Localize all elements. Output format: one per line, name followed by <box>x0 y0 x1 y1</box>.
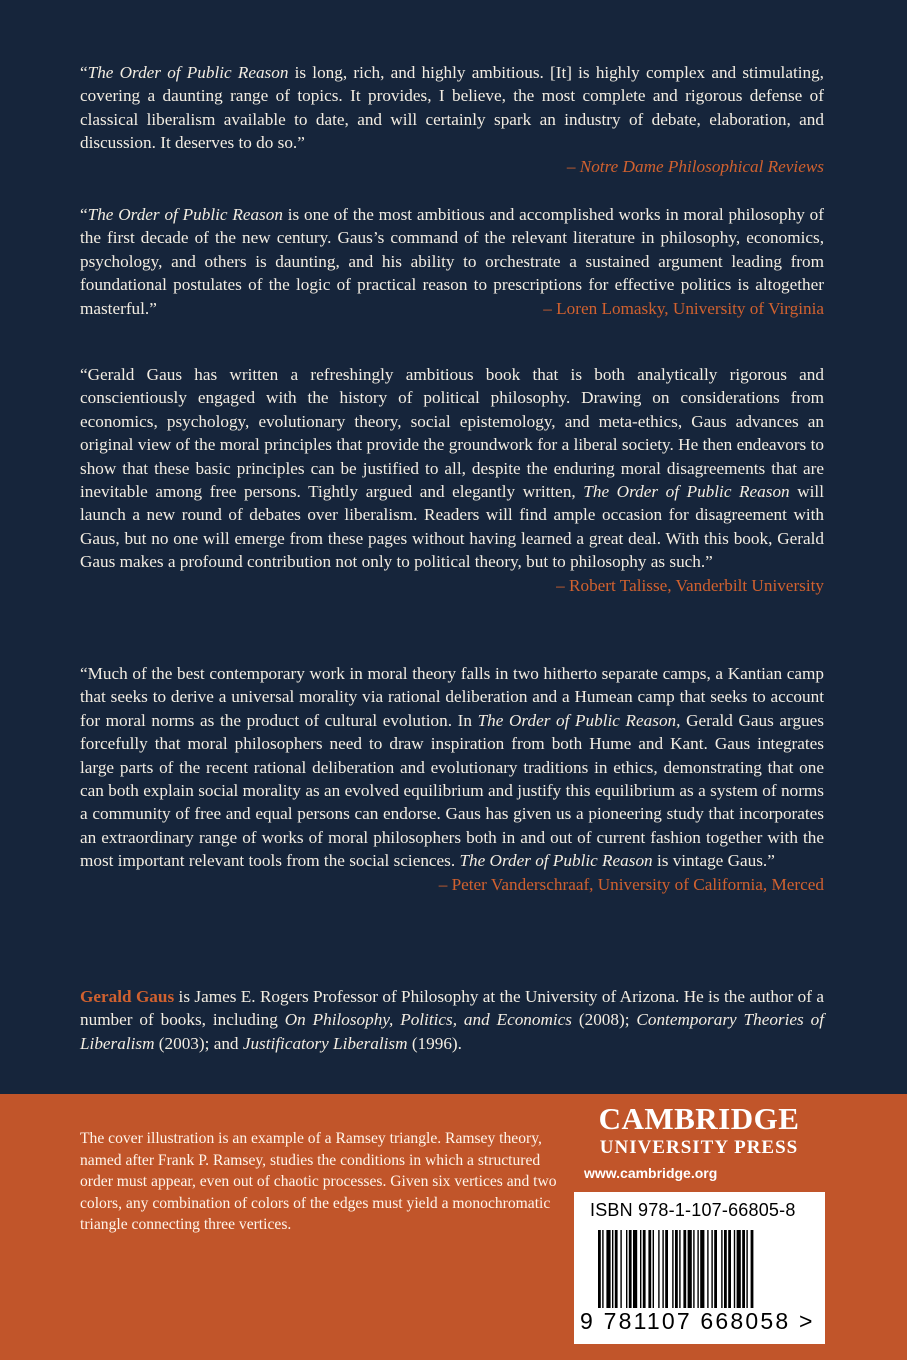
barcode-number: 9 781107 668058 > <box>580 1308 815 1334</box>
cover-illustration-note: The cover illustration is an example of a Ramsey triangle. Ramsey theory, named after Frank P. Ramsey, studies the conditions in which a structured order must appear, even out of chaotic processes. Given six vertices and two colors, any combination of colors of the edges must yield a monochromatic triangle connecting three vertices. <box>80 1130 557 1234</box>
review-quote-1: “The Order of Public Reason is long, rich, and highly ambitious. [It] is highly complex and stimulating, covering a daunting range of topics. It provides, I believe, the most complete and rigorous defense of classical liberalism available to date, and will certainly spark an industry of debate, elaboration, and discussion. It deserves to do so.” – Notre Dame Philosophical Reviews <box>80 61 824 178</box>
quote-text: “Gerald Gaus has written a refreshingly ambitious book that is both analytically rigorous and conscientiously engaged with the history of political philosophy. Drawing on considerations from economics, psychology, evolutionary theory, social epistemology, and meta-ethics, Gaus advances an original view of the moral principles that provide the groundwork for a liberal society. He then endeavors to show that these basic principles can be justified to all, despite the enduring moral disagreements that are inevitable among free persons. Tightly argued and elegantly written, <box>80 365 824 502</box>
barcode-icon <box>574 1224 825 1314</box>
quote-text: “Much of the best contemporary work in moral theory falls in two hitherto separate camps, a Kantian camp that seeks to derive a universal morality via rational deliberation and a Humean camp that seeks to account for moral norms as the product of cultural evolution. In <box>80 664 824 730</box>
isbn-label: ISBN 978-1-107-66805-8 <box>590 1200 796 1220</box>
bio-text: is James E. Rogers Professor of Philosophy at the University of Arizona. He is the author of a number of books, including <box>80 987 824 1030</box>
review-quote-2: “The Order of Public Reason is one of the most ambitious and accomplished works in moral philosophy of the first decade of the new century. Gaus’s command of the relevant literature in philosophy, economics, psychology, and others is daunting, and his ability to orchestrate a sustained argument leading from foundational postulates of the logic of practical reason to prescriptions for effective politics is altogether masterful.” – Loren Lomasky, University of Virginia <box>80 203 824 320</box>
book-title: Contemporary Theories of Liberalism <box>80 1010 824 1053</box>
quote-attribution: – Peter Vanderschraaf, University of California, Merced <box>438 874 824 894</box>
quote-attribution: – Robert Talisse, Vanderbilt University <box>556 575 824 595</box>
quote-attribution: – Loren Lomasky, University of Virginia <box>543 298 824 318</box>
author-name: Gerald Gaus <box>80 987 175 1006</box>
bio-text: (2003); and <box>154 1033 243 1053</box>
quote-text: is vintage Gaus.” <box>652 851 775 871</box>
quote-text: , Gerald Gaus argues forcefully that moral philosophers need to draw inspiration from both Hume and Kant. Gaus integrates large parts of the recent rational deliberation and evolutionary traditions in ethics, demonstrating that one can both explain social morality as an evolved equilibrium and justify this equilibrium as a system of norms a community of free and equal persons can endorse. Gaus has given us a pioneering study that incorporates an extraordinary range of works of moral philosophers both in and out of current fashion together with the most important relevant tools from the social sciences. <box>80 710 824 871</box>
book-title: Justificatory Liberalism <box>242 1033 408 1053</box>
review-quote-4 <box>80 662 824 896</box>
book-title: The Order of Public Reason <box>87 205 283 224</box>
publisher-url: www.cambridge.org <box>584 1165 718 1181</box>
quote-text: will launch a new round of debates over liberalism. Readers will find ample occasion for disagreement with Gaus, but no one will emerge from these pages without having learned a great deal. With this book, Gerald Gaus makes a profound contribution not only to political theory, but to philosophy as such.” <box>80 482 824 572</box>
quote-attribution: – Notre Dame Philosophical Reviews <box>566 156 824 176</box>
book-title: The Order of Public Reason <box>477 710 677 730</box>
bio-text: (2008); <box>572 1010 637 1030</box>
book-title: The Order of Public Reason <box>583 482 790 502</box>
barcode-panel <box>574 1192 825 1344</box>
author-bio <box>80 985 824 1055</box>
book-title: On Philosophy, Politics, and Economics <box>284 1010 572 1030</box>
publisher-name: CAMBRIDGE <box>598 1101 800 1136</box>
book-title: The Order of Public Reason <box>459 851 653 871</box>
quote-text: is long, rich, and highly ambitious. [It] is highly complex and stimulating, covering a daunting range of topics. It provides, I believe, the most complete and rigorous defense of classical liberalism available to date, and will certainly spark an industry of debate, elaboration, and discussion. It deserves to do so.” <box>80 63 824 153</box>
quote-text: is one of the most ambitious and accomplished works in moral philosophy of the first decade of the new century. Gaus’s command of the relevant literature in philosophy, economics, psychology, and others is daunting, and his ability to orchestrate a sustained argument leading from foundational postulates of the logic of practical reason to prescriptions for effective politics is altogether masterful.” <box>80 205 824 318</box>
book-title: The Order of Public Reason <box>87 63 289 82</box>
review-quote-3 <box>80 363 824 597</box>
publisher-subtitle: UNIVERSITY PRESS <box>599 1137 799 1158</box>
bio-text: (1996). <box>407 1033 462 1053</box>
